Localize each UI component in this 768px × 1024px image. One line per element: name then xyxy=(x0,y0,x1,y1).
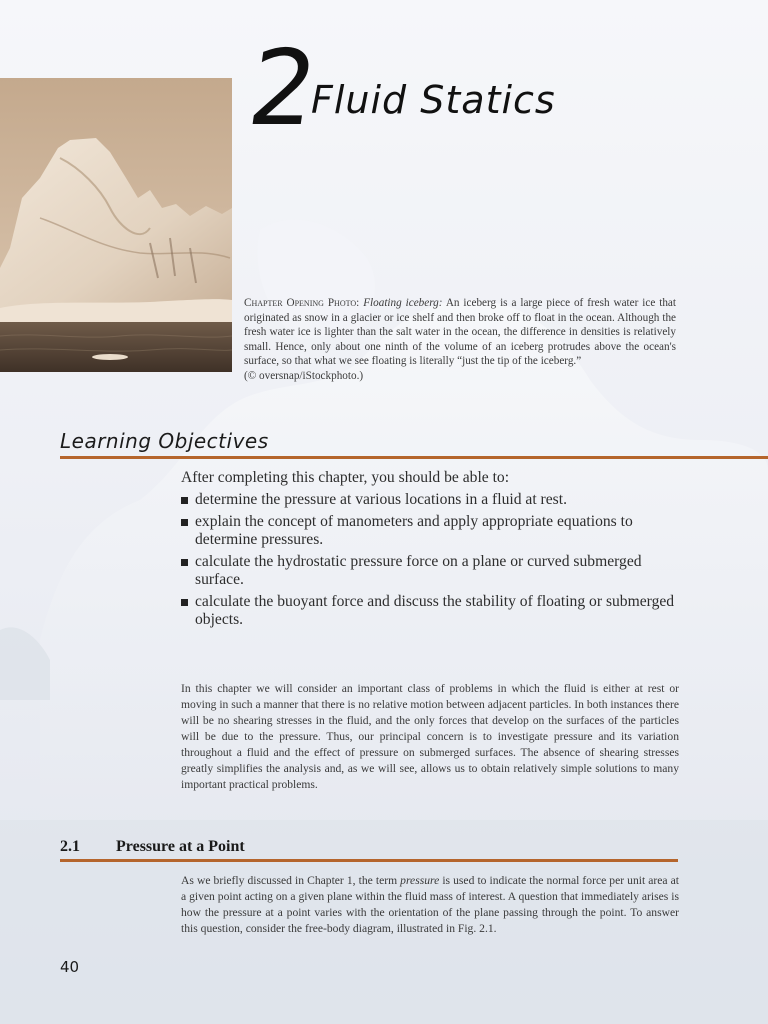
objective-item xyxy=(181,593,681,630)
caption-subject: Floating iceberg: xyxy=(363,297,443,309)
objective-text: explain the concept of manometers and apply appropriate equations to determine pressures. xyxy=(195,512,633,548)
section-number: 2.1 xyxy=(60,838,80,855)
caption-credit: (© oversnap/iStockphoto.) xyxy=(244,369,364,382)
chapter-intro-paragraph: In this chapter we will consider an important class of problems in which the fluid is either at rest or moving in such a manner that there is no relative motion between adjacent particles. In both instances there will be no shearing stresses in the fluid, and the only forces that develop on the surfaces of the particles will be due to the pressure. Thus, our principal concern is to investigate pressure and its variation throughout a fluid and the effect of pressure on submerged surfaces. The absence of shearing stresses greatly simplifies the analysis and, as we will see, allows us to obtain relatively simple solutions to many important practical problems. xyxy=(181,682,679,791)
objective-text: calculate the buoyant force and discuss the stability of floating or submerged objects. xyxy=(195,592,675,628)
section-paragraph xyxy=(181,873,679,937)
paragraph-term: pressure xyxy=(400,874,440,887)
learning-objectives-heading: Learning Objectives xyxy=(60,429,269,453)
chapter-number: 2 xyxy=(241,27,321,149)
square-bullet-icon xyxy=(181,599,188,606)
caption-text: An iceberg is a large piece of fresh water ice that originated as snow in a glacier or ice shelf and then broke off to float in the ocean. Although the fresh water ice is lighter than the salt water in the ocean, the difference in densities is relatively small. Hence, only about one ninth of the volume of an iceberg protrudes above the ocean's surface, so that what we see floating is literally “just the tip of the iceberg.” xyxy=(244,297,677,368)
objective-item xyxy=(181,491,681,510)
paragraph-text: As we briefly discussed in Chapter 1, the term xyxy=(181,874,398,887)
objective-text: determine the pressure at various locations in a fluid at rest. xyxy=(195,491,567,508)
section-divider-rule xyxy=(60,859,678,862)
square-bullet-icon xyxy=(181,559,188,566)
learning-objectives-intro: After completing this chapter, you should be able to: xyxy=(181,469,510,486)
objective-item xyxy=(181,553,681,590)
chapter-title: Fluid Statics xyxy=(311,78,556,122)
page-number: 40 xyxy=(60,958,80,976)
square-bullet-icon xyxy=(181,497,188,504)
section-divider-rule xyxy=(60,456,768,459)
photo-caption xyxy=(244,296,676,384)
square-bullet-icon xyxy=(181,519,188,526)
caption-lead: Chapter Opening Photo: xyxy=(244,297,360,309)
learning-objectives-list xyxy=(181,491,681,633)
objective-text: calculate the hydrostatic pressure force on a plane or curved submerged surface. xyxy=(195,552,642,588)
paragraph-text: is used to indicate the normal force per unit area at a given point acting on a given plane within the fluid mass of interest. A question that immediately arises is how the pressure at a point varies with the orientation of the plane passing through the point. To answer this question, consider the free-body diagram, illustrated in Fig. 2.1. xyxy=(181,874,679,935)
chapter-opening-photo xyxy=(0,78,232,372)
objective-item xyxy=(181,513,681,550)
section-title: Pressure at a Point xyxy=(116,838,245,855)
